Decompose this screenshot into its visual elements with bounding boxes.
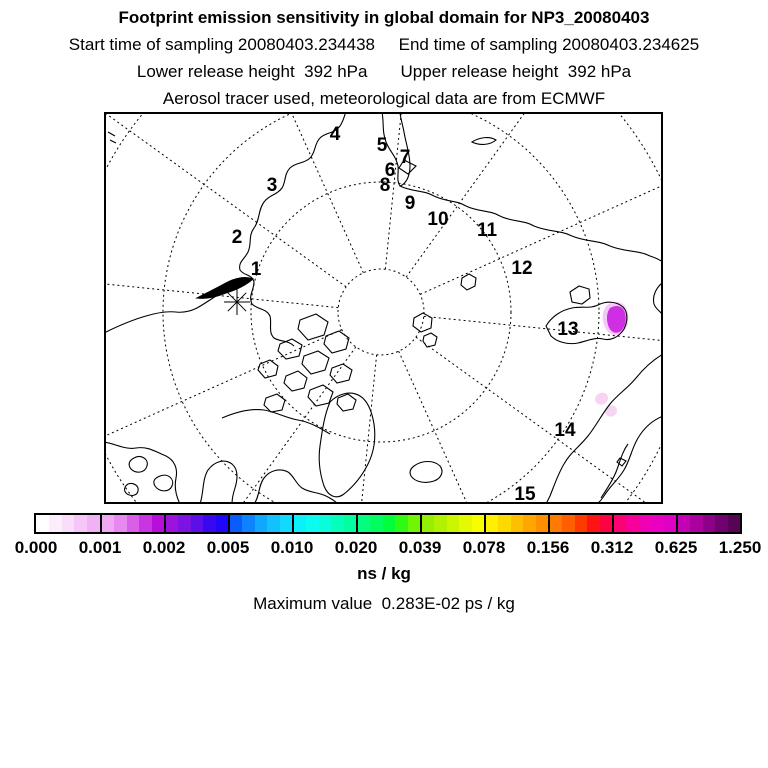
colorbar-segment <box>676 515 740 532</box>
coastline-path <box>410 462 442 483</box>
trajectory-day-label: 3 <box>266 175 278 196</box>
colorbar-tick-label: 0.002 <box>142 538 186 557</box>
latitude-circle <box>338 269 424 355</box>
colorbar-tick-labels <box>0 538 768 558</box>
colorbar-cell <box>74 515 87 532</box>
colorbar-segment <box>36 515 100 532</box>
colorbar-cell <box>562 515 574 532</box>
colorbar-segment <box>164 515 228 532</box>
colorbar-cell <box>139 515 151 532</box>
sampling-times: Start time of sampling 20080403.234438 End time of sampling 20080403.234625 <box>68 35 700 54</box>
colorbar-cell <box>511 515 523 532</box>
trajectory-day-label: 15 <box>514 484 536 504</box>
colorbar-cell <box>575 515 587 532</box>
colorbar-cell <box>331 515 343 532</box>
colorbar-cell <box>600 515 612 532</box>
plot-title: Footprint emission sensitivity in global domain for NP3_20080403 <box>118 8 650 27</box>
lake-path <box>154 475 173 491</box>
coastline-path <box>200 461 237 504</box>
meridian-line <box>406 112 650 277</box>
colorbar-cell <box>459 515 471 532</box>
trajectory-day-label: 13 <box>557 319 579 340</box>
coastline-path <box>423 333 437 347</box>
colorbar-cell <box>203 515 215 532</box>
colorbar-segment <box>484 515 548 532</box>
colorbar-cell <box>383 515 395 532</box>
colorbar-cell <box>422 515 434 532</box>
colorbar-segment <box>100 515 164 532</box>
trajectory-day-label: 8 <box>379 175 391 196</box>
arctic-map <box>104 112 663 504</box>
colorbar-segment <box>292 515 356 532</box>
colorbar-cell <box>626 515 638 532</box>
colorbar-cell <box>664 515 676 532</box>
coastline-path <box>324 331 349 353</box>
coastline-path <box>319 393 375 497</box>
colorbar-cell <box>447 515 459 532</box>
colorbar-cell <box>614 515 626 532</box>
meridian-line <box>104 112 346 287</box>
colorbar-cell <box>62 515 75 532</box>
colorbar-cell <box>370 515 382 532</box>
colorbar-tick-label: 0.625 <box>654 538 698 557</box>
trajectory-day-label: 10 <box>427 209 449 230</box>
colorbar-cell <box>486 515 498 532</box>
colorbar-cell <box>216 515 228 532</box>
colorbar-cell <box>703 515 715 532</box>
colorbar-cell <box>166 515 178 532</box>
coastline-path <box>597 416 663 504</box>
colorbar-cell <box>319 515 331 532</box>
trajectory-day-label: 7 <box>399 147 411 168</box>
tracer-info: Aerosol tracer used, meteorological data are from ECMWF <box>162 89 606 108</box>
colorbar-cell <box>523 515 535 532</box>
colorbar-cell <box>344 515 356 532</box>
coastline-path <box>337 394 356 411</box>
colorbar-cell <box>690 515 702 532</box>
colorbar-cell <box>651 515 663 532</box>
trajectory-day-label: 6 <box>384 160 396 181</box>
trajectory-day-label: 14 <box>554 420 576 441</box>
coastline-path <box>302 351 329 374</box>
latitude-circle <box>251 182 511 442</box>
trajectory-day-labels-layer <box>232 124 579 504</box>
release-marker-layer <box>224 289 250 315</box>
colorbar-tick-label: 0.078 <box>462 538 506 557</box>
coastline-path <box>298 314 328 340</box>
colorbar-cell <box>191 515 203 532</box>
coastline-path <box>197 278 253 299</box>
coastline-path <box>472 138 496 145</box>
colorbar-cell <box>36 515 49 532</box>
colorbar-cell <box>678 515 690 532</box>
colorbar-cell <box>550 515 562 532</box>
colorbar-cell <box>434 515 446 532</box>
meridian-line <box>420 123 663 294</box>
map-border <box>105 113 662 503</box>
colorbar-cell <box>267 515 279 532</box>
coastline-path <box>222 409 330 434</box>
colorbar-cell <box>242 515 254 532</box>
colorbar-tick-label: 0.010 <box>270 538 314 557</box>
release-heights: Lower release height 392 hPa Upper release height 392 hPa <box>136 62 632 81</box>
colorbar-tick-label: 1.250 <box>718 538 762 557</box>
colorbar-tick-label: 0.005 <box>206 538 250 557</box>
colorbar-cell <box>255 515 267 532</box>
colorbar-segment <box>228 515 292 532</box>
coastline-path <box>570 286 590 304</box>
max-value-label: Maximum value 0.283E-02 ps / kg <box>253 594 515 613</box>
colorbar-cell <box>152 515 164 532</box>
colorbar-segment <box>356 515 420 532</box>
coastline-path <box>278 339 302 359</box>
colorbar-cell <box>280 515 292 532</box>
meridian-line <box>112 347 356 504</box>
trajectory-day-label: 2 <box>231 227 243 248</box>
colorbar-tick-label: 0.312 <box>590 538 634 557</box>
colorbar-segment <box>612 515 676 532</box>
coastline-path <box>284 371 307 391</box>
colorbar-cell <box>358 515 370 532</box>
colorbar-tick-label: 0.039 <box>398 538 442 557</box>
coastline-path <box>461 274 476 290</box>
colorbar-cell <box>536 515 548 532</box>
colorbar-cell <box>472 515 484 532</box>
meridian-line <box>416 337 663 504</box>
colorbar-cell <box>587 515 599 532</box>
colorbar <box>34 513 742 534</box>
colorbar-cell <box>498 515 510 532</box>
coastline-path <box>330 364 352 383</box>
sensitivity-patch-faint-2 <box>605 405 617 416</box>
trajectory-day-label: 4 <box>329 124 341 145</box>
coastline-path <box>104 296 216 333</box>
colorbar-cell <box>178 515 190 532</box>
colorbar-cell <box>715 515 727 532</box>
colorbar-segment <box>548 515 612 532</box>
sensitivity-patch-faint-1 <box>595 393 608 405</box>
trajectory-day-label: 9 <box>404 193 416 214</box>
colorbar-tick-label: 0.020 <box>334 538 378 557</box>
colorbar-cell <box>49 515 62 532</box>
colorbar-cell <box>87 515 100 532</box>
latitude-circle <box>163 112 599 504</box>
colorbar-cell <box>728 515 740 532</box>
trajectory-day-label: 5 <box>376 135 388 156</box>
colorbar-cell <box>294 515 306 532</box>
coastline-path <box>240 228 294 346</box>
coastline-path <box>104 442 180 504</box>
coastline-path <box>254 470 338 504</box>
colorbar-tick-label: 0.156 <box>526 538 570 557</box>
meridian-line <box>399 351 570 504</box>
coastlines-layer <box>104 112 663 504</box>
coastline-path <box>108 132 116 143</box>
colorbar-cell <box>408 515 420 532</box>
trajectory-day-label: 11 <box>476 220 498 241</box>
meridian-line <box>335 355 377 504</box>
lake-path <box>129 457 147 473</box>
colorbar-cell <box>306 515 318 532</box>
colorbar-cell <box>102 515 114 532</box>
colorbar-cell <box>127 515 139 532</box>
lake-path <box>125 483 139 495</box>
meridian-line <box>385 112 427 269</box>
trajectory-day-label: 1 <box>250 259 262 280</box>
colorbar-units: ns / kg <box>357 564 411 583</box>
colorbar-tick-label: 0.000 <box>14 538 58 557</box>
colorbar-cell <box>395 515 407 532</box>
colorbar-cell <box>230 515 242 532</box>
sensitivity-patches-layer <box>595 302 628 417</box>
colorbar-tick-label: 0.001 <box>78 538 122 557</box>
trajectory-day-label: 12 <box>511 258 533 279</box>
colorbar-cell <box>639 515 651 532</box>
colorbar-cell <box>114 515 126 532</box>
colorbar-segment <box>420 515 484 532</box>
